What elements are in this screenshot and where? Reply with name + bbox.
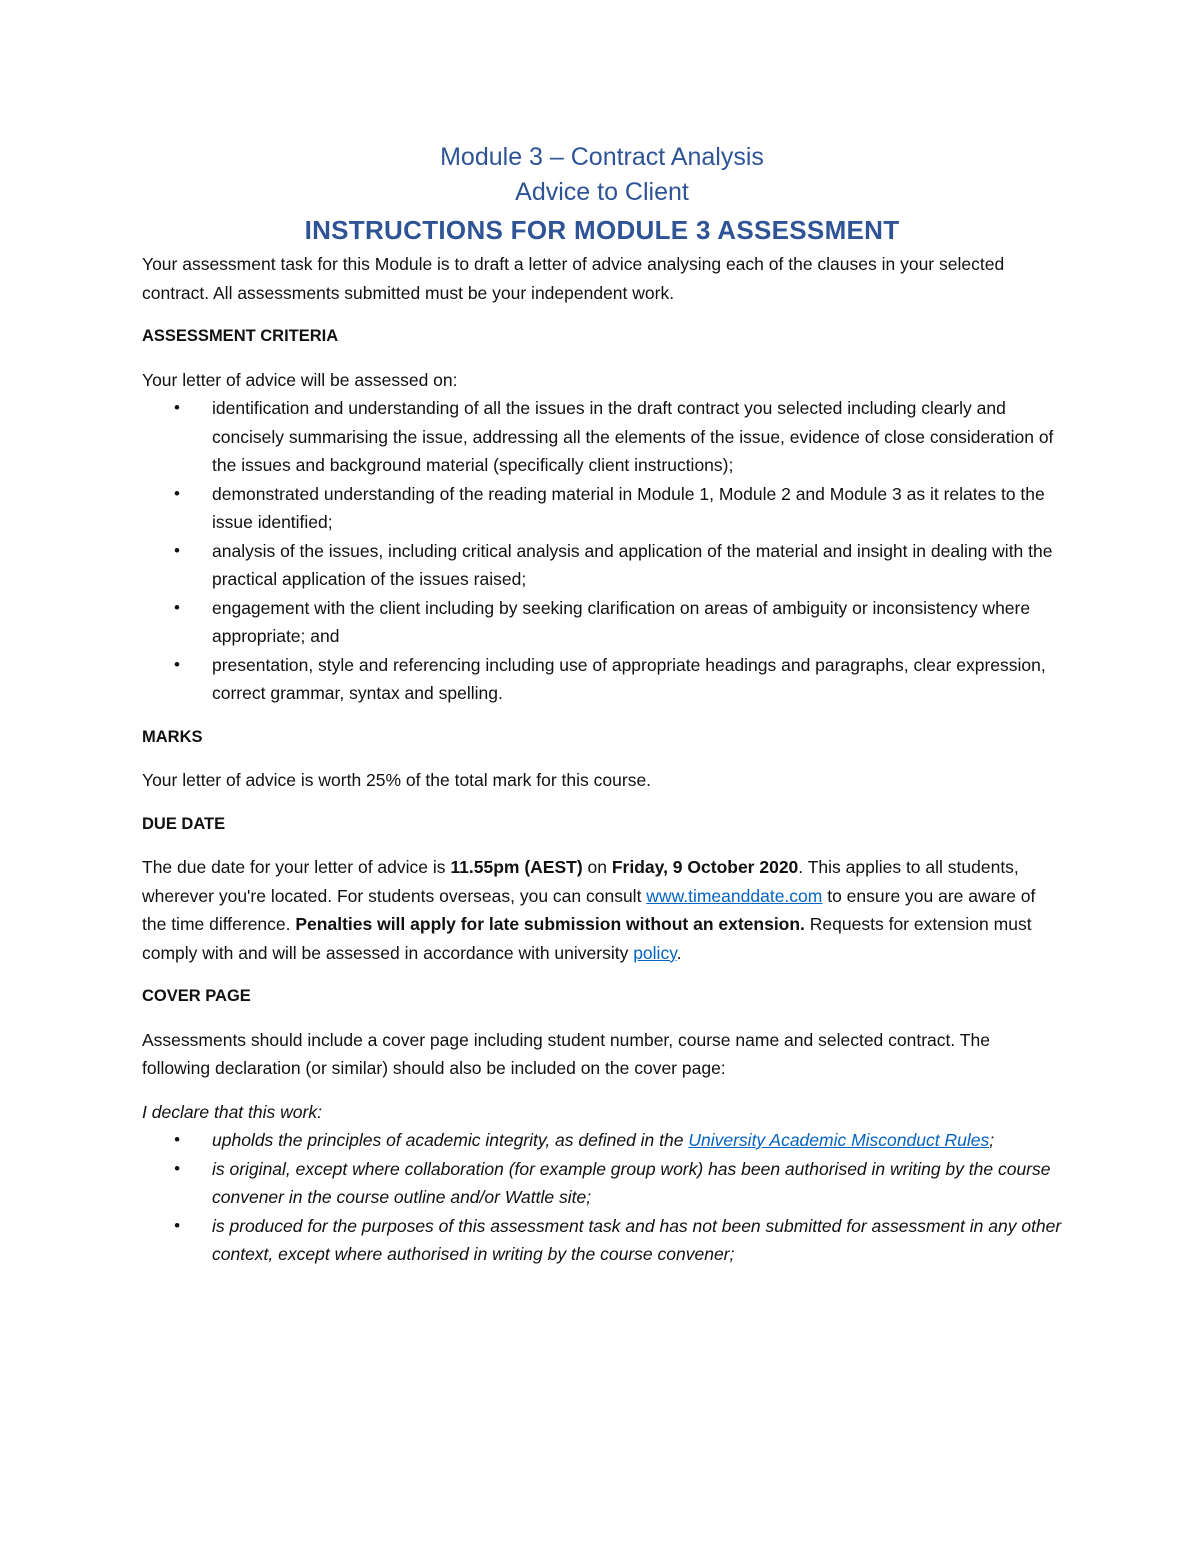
list-item-text: identification and understanding of all the issues in the draft contract you selected including clearly and concisely summarising the issue, addressing all the elements of the issue, evidence of close consideration of the issues and background material (specifically client instructions); xyxy=(212,398,1054,475)
criteria-list xyxy=(142,394,1062,708)
list-item-text: engagement with the client including by seeking clarification on areas of ambiguity or inconsistency where appropriate; and xyxy=(212,597,1031,646)
due-date: Friday, 9 October 2020 xyxy=(611,857,799,877)
due-text-6: . xyxy=(676,942,682,963)
timeanddate-link[interactable]: www.timeanddate.com xyxy=(646,885,823,906)
list-item xyxy=(142,394,1062,480)
cover-page-paragraph: Assessments should include a cover page including student number, course name and selected contract. The following declaration (or similar) should also be included on the cover page: xyxy=(142,1029,990,1078)
bullet-icon: • xyxy=(174,540,180,560)
marks-heading: MARKS xyxy=(142,727,203,746)
declaration-item-text: ; xyxy=(989,1130,995,1150)
policy-link[interactable]: policy xyxy=(633,942,677,963)
declaration-item-text: upholds the principles of academic integrity, as defined in the xyxy=(212,1130,689,1150)
list-item-text: presentation, style and referencing including use of appropriate headings and paragraphs, clear expression, correct grammar, syntax and spelling. xyxy=(212,654,1046,703)
late-penalty-notice: Penalties will apply for late submission without an extension. xyxy=(295,914,805,934)
bullet-icon: • xyxy=(174,597,180,617)
list-item xyxy=(142,594,1062,651)
list-item xyxy=(142,1155,1062,1212)
bullet-icon: • xyxy=(174,483,180,503)
document-body xyxy=(142,140,1062,1269)
module-title: Module 3 – Contract Analysis xyxy=(440,143,764,171)
due-text-5: Requests for extension must comply with and will be assessed in accordance with university xyxy=(142,914,1032,963)
list-item xyxy=(142,1126,1062,1155)
list-item xyxy=(142,651,1062,708)
intro-paragraph: Your assessment task for this Module is to draft a letter of advice analysing each of the clauses in your selected contract. All assessments submitted must be your independent work. xyxy=(142,254,1005,303)
due-text-4: to ensure you are aware of the time difference. xyxy=(142,885,1036,934)
declaration-list xyxy=(142,1126,1062,1269)
cover-page-heading: COVER PAGE xyxy=(142,987,251,1005)
due-text-1: The due date for your letter of advice is xyxy=(142,857,451,877)
list-item xyxy=(142,1212,1062,1269)
bullet-icon: • xyxy=(174,654,180,674)
bullet-icon: • xyxy=(174,1130,180,1149)
due-date-paragraph xyxy=(142,853,1062,967)
list-item-text: demonstrated understanding of the reading material in Module 1, Module 2 and Module 3 as it relates to the issue identified; xyxy=(212,483,1045,532)
bullet-icon: • xyxy=(174,1158,180,1178)
due-date-heading: DUE DATE xyxy=(142,814,226,833)
bullet-icon: • xyxy=(174,1215,180,1235)
declaration-item-text: is produced for the purposes of this assessment task and has not been submitted for assessment in any other context, except where authorised in writing by the course convener; xyxy=(212,1215,1062,1264)
due-text-2: on xyxy=(582,857,612,877)
declaration-item-text: is original, except where collaboration (for example group work) has been authorised in writing by the course convener in the course outline and/or Wattle site; xyxy=(212,1158,1051,1207)
module-subtitle: Advice to Client xyxy=(515,178,689,206)
list-item-text: analysis of the issues, including critical analysis and application of the material and insight in dealing with the practical application of the issues raised; xyxy=(212,540,1053,589)
list-item xyxy=(142,480,1062,537)
criteria-heading: ASSESSMENT CRITERIA xyxy=(142,327,339,345)
due-text-3: . This applies to all students, wherever you're located. For students overseas, you can consult xyxy=(142,857,1019,906)
due-time: 11.55pm (AEST) xyxy=(450,857,583,877)
bullet-icon: • xyxy=(174,398,180,417)
declaration-lead: I declare that this work: xyxy=(142,1101,322,1122)
criteria-lead: Your letter of advice will be assessed on: xyxy=(142,369,458,390)
list-item xyxy=(142,537,1062,594)
misconduct-rules-link[interactable]: University Academic Misconduct Rules xyxy=(688,1130,990,1150)
marks-paragraph: Your letter of advice is worth 25% of the total mark for this course. xyxy=(142,770,652,790)
instructions-heading: INSTRUCTIONS FOR MODULE 3 ASSESSMENT xyxy=(304,215,900,245)
